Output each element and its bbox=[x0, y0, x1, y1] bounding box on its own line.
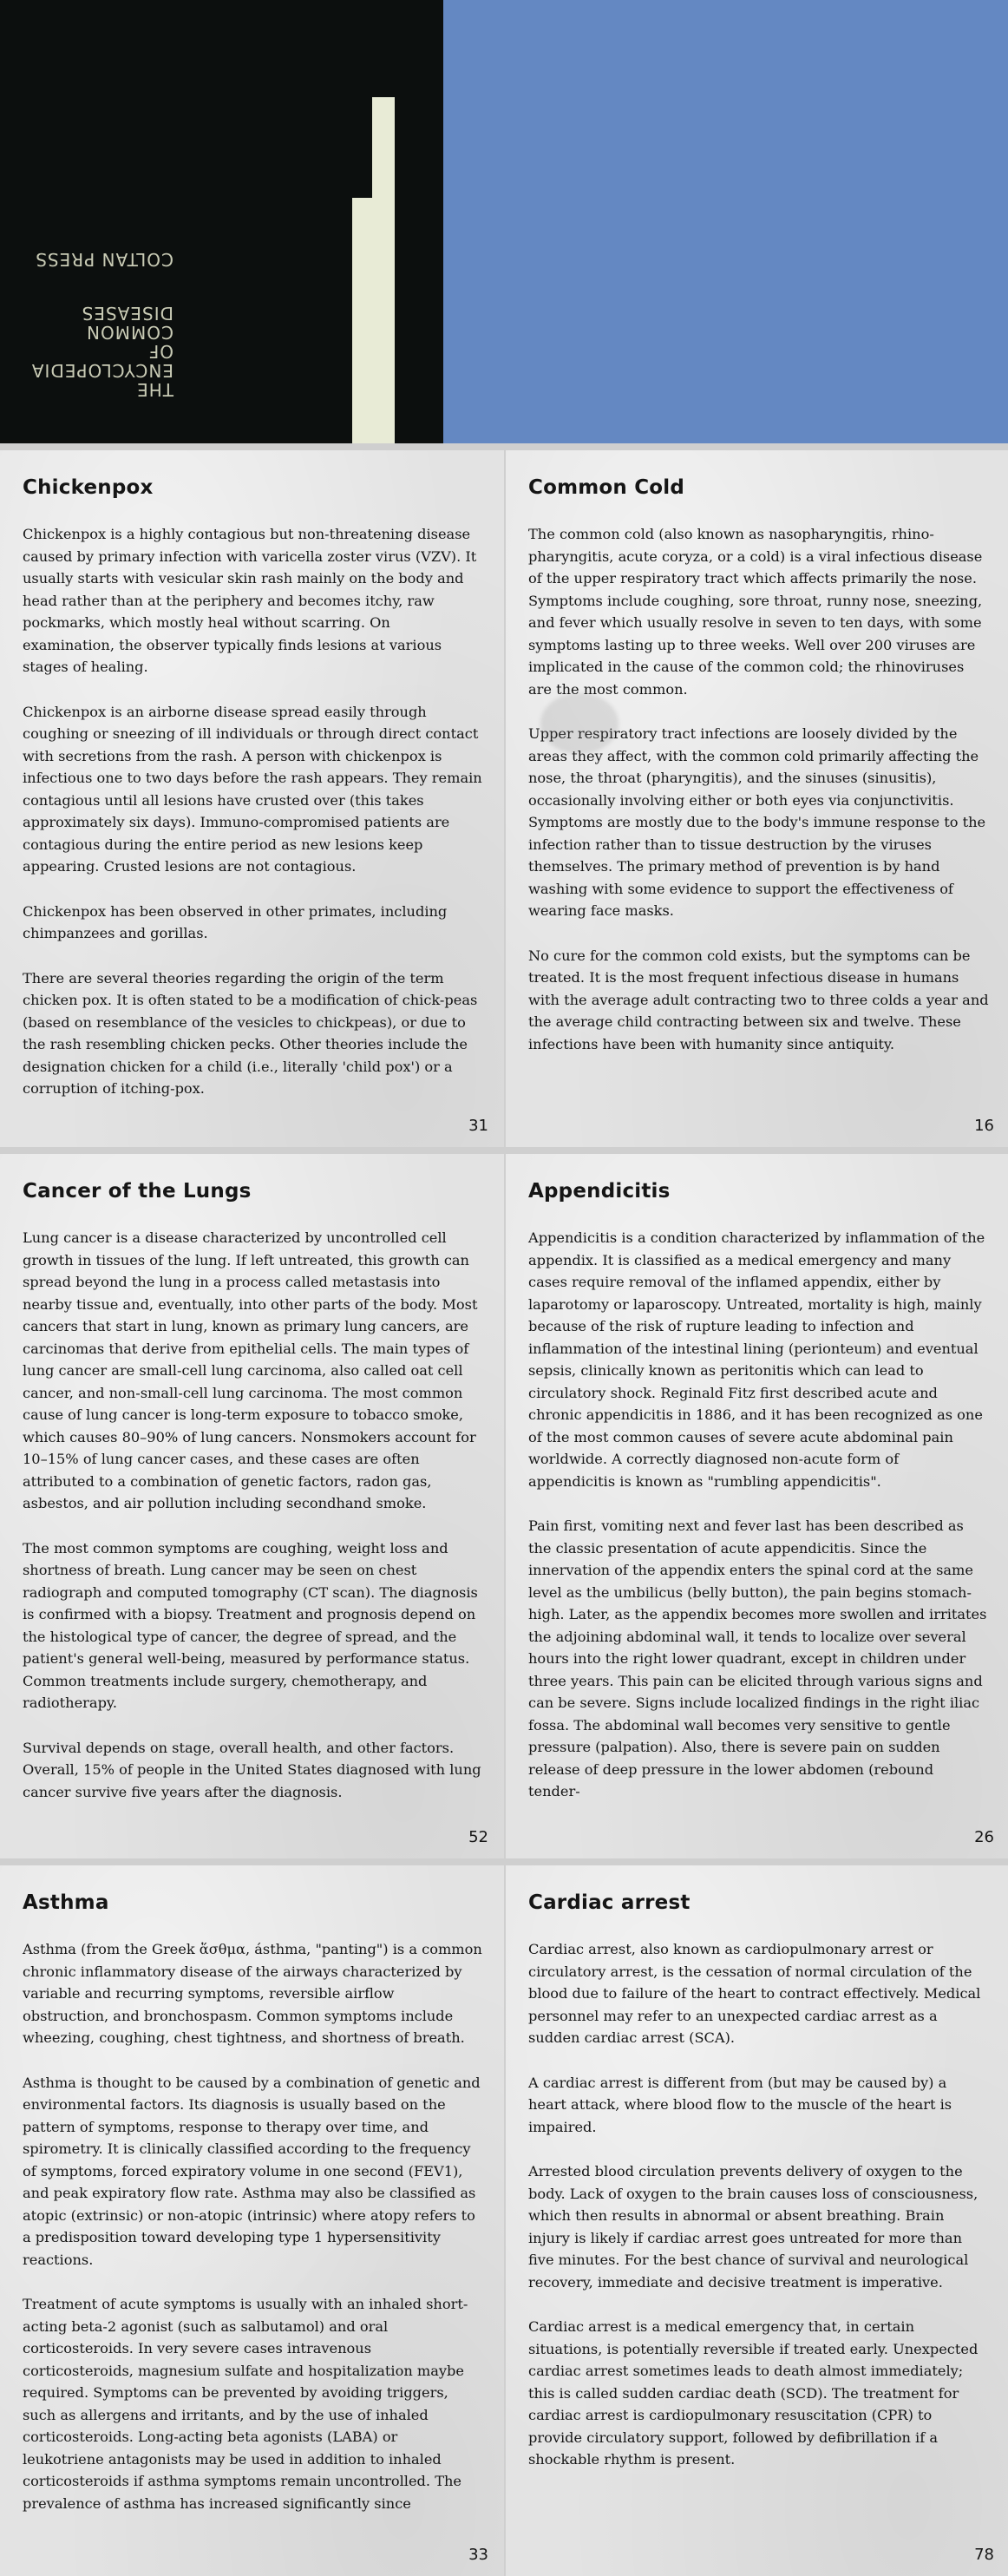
paragraph: Survival depends on stage, overall health, and other factors. Overall, 15% of people in the United States diagnosed with lung cancer survive five years after the diagnosis. bbox=[23, 1739, 481, 1800]
paragraph: The common cold (also known as nasopharyngitis, rhino-pharyngitis, acute coryza, or a cold) is a viral infectious disease of the upper respiratory tract which affects primarily the nose. Symptoms include coughing, sore throat, runny nose, sneezing, and fever which usually resolve in seven to ten days, with some symptoms lasting up to three weeks. Well over 200 viruses are implicated in the cause of the common cold; the rhinoviruses are the most common. bbox=[528, 526, 983, 698]
paragraph: There are several theories regarding the origin of the term chicken pox. It is often stated to be a modification of chick-peas (based on resemblance of the vesicles to chickpeas), or due to the rash resembling chicken pecks. Other theories include the designation chicken for a child (i.e., literally 'child pox') or a corruption of itching-pox. bbox=[23, 969, 478, 1097]
page-common-cold bbox=[506, 450, 1008, 1147]
page-number: 26 bbox=[974, 1828, 994, 1846]
cover-title-line: DISEASES bbox=[81, 303, 173, 324]
cover-blue-panel bbox=[443, 0, 1008, 443]
paragraph: Asthma (from the Greek ἅσθμα, ásthma, "panting") is a common chronic inflammatory disease of the airways characterized by variable and recurring symptoms, reversible airflow obstruction, and bronchospasm. Common symptoms include wheezing, coughing, chest tightness, and shortness of breath. bbox=[23, 1941, 482, 2046]
paper-stain bbox=[540, 693, 619, 754]
page-asthma bbox=[0, 1865, 504, 2576]
page-title: Chickenpox bbox=[23, 476, 154, 499]
paragraph: Lung cancer is a disease characterized by uncontrolled cell growth in tissues of the lung. If left untreated, this growth can spread beyond the lung in a process called metastasis into nearby tissue and, eventually, into other parts of the body. Most cancers that start in lung, known as primary lung cancers, are carcinomas that derive from epithelial cells. The main types of lung cancer are small-cell lung carcinoma, also called oat cell cancer, and non-small-cell lung carcinoma. The most common cause of lung cancer is long-term exposure to tobacco smoke, which causes 80–90% of lung cancers. Nonsmokers account for 10–15% of lung cancer cases, and these cases are often attributed to a combination of genetic factors, radon gas, asbestos, and air pollution including secondhand smoke. bbox=[23, 1229, 478, 1511]
page-lung-cancer bbox=[0, 1154, 504, 1858]
cover-publisher: COLTAN PRESS bbox=[35, 249, 173, 270]
cover-dark-panel bbox=[0, 0, 443, 443]
page-chickenpox bbox=[0, 450, 504, 1147]
paragraph: Appendicitis is a condition characterized by inflammation of the appendix. It is classified as a medical emergency and many cases require removal of the inflamed appendix, either by laparotomy or laparoscopy. Untreated, mortality is high, mainly because of the risk of rupture leading to infection and inflammation of the intestinal lining (perionteum) and eventual sepsis, clinically known as peritonitis which can lead to circulatory shock. Reginald Fitz first described acute and chronic appendicitis in 1886, and it has been recognized as one of the most common causes of severe acute abdominal pain worldwide. A correctly diagnosed non-acute form of appendicitis is known as "rumbling appendicitis". bbox=[528, 1229, 985, 1490]
paragraph: Chickenpox is an airborne disease spread easily through coughing or sneezing of ill individuals or through direct contact with secretions from the rash. A person with chickenpox is infectious one to two days before the rash appears. They remain contagious until all lesions have crusted over (this takes approximately six days). Immuno-compromised patients are contagious during the entire period as new lesions keep appearing. Crusted lesions are not contagious. bbox=[23, 703, 482, 875]
paragraph: Chickenpox has been observed in other primates, including chimpanzees and gorillas. bbox=[23, 902, 448, 941]
cover-title-line: THE bbox=[136, 379, 173, 400]
page-title: Asthma bbox=[23, 1891, 109, 1914]
paragraph: Treatment of acute symptoms is usually with an inhaled short-acting beta-2 agonist (such as salbutamol) and oral corticosteroids. In very severe cases intravenous corticosteroids, magnesium sulfate and hospitalization maybe required. Symptoms can be prevented by avoiding triggers, such as allergens and irritants, and by the use of inhaled corticosteroids. Long-acting beta agonists (LABA) or leukotriene antagonists may be used in addition to inhaled corticosteroids if asthma symptoms remain uncontrolled. The prevalence of asthma has increased significantly since bbox=[23, 2296, 468, 2512]
page-appendicitis bbox=[506, 1154, 1008, 1858]
page-number: 16 bbox=[974, 1117, 994, 1135]
page-number: 31 bbox=[468, 1117, 488, 1135]
paragraph: The most common symptoms are coughing, weight loss and shortness of breath. Lung cancer may be seen on chest radiograph and computed tomography (CT scan). The diagnosis is confirmed with a biopsy. Treatment and prognosis depend on the histological type of cancer, the degree of spread, and the patient's general well-being, measured by performance status. Common treatments include surgery, chemotherapy, and radiotherapy. bbox=[23, 1539, 478, 1711]
paragraph: Cardiac arrest is a medical emergency that, in certain situations, is potentially reversible if treated early. Unexpected cardiac arrest sometimes leads to death almost immediately; this is called sudden cardiac death (SCD). The treatment for cardiac arrest is cardiopulmonary resuscitation (CPR) to provide circulatory support, followed by defibrillation if a shockable rhythm is present. bbox=[528, 2318, 979, 2468]
cover-bar-short bbox=[352, 198, 372, 443]
paragraph: No cure for the common cold exists, but the symptoms can be treated. It is the most frequent infectious disease in humans with the average adult contracting two to three colds a year and the average child contracting between six and twelve. These infections have been with humanity since antiquity. bbox=[528, 947, 989, 1052]
gutter bbox=[0, 1147, 1008, 1154]
paragraph: Upper respiratory tract infections are loosely divided by the areas they affect, with the common cold primarily affecting the nose, the throat (pharyngitis), and the sinuses (sinusitis), occasionally involving either or both eyes via conjunctivitis. Symptoms are mostly due to the body's immune response to the infection rather than to tissue destruction by the viruses themselves. The primary method of prevention is by hand washing with some evidence to support the effectiveness of wearing face masks. bbox=[528, 725, 986, 919]
paragraph: Chickenpox is a highly contagious but non-threatening disease caused by primary infection with varicella zoster virus (VZV). It usually starts with vesicular skin rash mainly on the body and head rather than at the periphery and becomes itchy, raw pockmarks, which mostly heal without scarring. On examination, the observer typically finds lesions at various stages of healing. bbox=[23, 526, 477, 675]
page-number: 52 bbox=[468, 1828, 488, 1846]
page-title: Cardiac arrest bbox=[528, 1891, 691, 1914]
paragraph: Pain first, vomiting next and fever last has been described as the classic presentation of acute appendicitis. Since the innervation of the appendix enters the spinal cord at the same level as the umbilicus (belly button), the pain begins stomach-high. Later, as the appendix becomes more swollen and irritates the adjoining abdominal wall, it tends to localize over several hours into the right lower quadrant, except in children under three years. This pain can be elicited through various signs and can be severe. Signs include localized findings in the right iliac fossa. The abdominal wall becomes very sensitive to gentle pressure (palpation). Also, there is severe pain on sudden release of deep pressure in the lower abdomen (rebound tender- bbox=[528, 1517, 987, 1799]
page-number: 33 bbox=[468, 2546, 488, 2564]
cover-bar-tall bbox=[372, 97, 395, 443]
paragraph: Asthma is thought to be caused by a combination of genetic and environmental factors. Its diagnosis is usually based on the pattern of symptoms, response to therapy over time, and spirometry. It is clinically classified according to the frequency of symptoms, forced expiratory volume in one second (FEV1), and peak expiratory flow rate. Asthma may also be classified as atopic (extrinsic) or non-atopic (intrinsic) where atopy refers to a predisposition toward developing type 1 hypersensitivity reactions. bbox=[23, 2074, 481, 2268]
paragraph: A cardiac arrest is different from (but may be caused by) a heart attack, where blood flow to the muscle of the heart is impaired. bbox=[528, 2074, 952, 2135]
page-title: Cancer of the Lungs bbox=[23, 1180, 252, 1203]
page-title: Appendicitis bbox=[528, 1180, 671, 1203]
page-title: Common Cold bbox=[528, 476, 685, 499]
gutter bbox=[0, 1858, 1008, 1865]
cover-title-rotated bbox=[17, 243, 173, 399]
page-cardiac-arrest bbox=[506, 1865, 1008, 2576]
cover-title-line: ENCYCLOPEDIA bbox=[30, 360, 173, 381]
cover-title-line: OF bbox=[147, 341, 173, 362]
page-number: 78 bbox=[974, 2546, 994, 2564]
cover-title-line: COMMON bbox=[86, 322, 173, 343]
paragraph: Arrested blood circulation prevents delivery of oxygen to the body. Lack of oxygen to the brain causes loss of consciousness, which then results in abnormal or absent breathing. Brain injury is likely if cardiac arrest goes untreated for more than five minutes. For the best chance of survival and neurological recovery, immediate and decisive treatment is imperative. bbox=[528, 2163, 979, 2291]
paragraph: Cardiac arrest, also known as cardiopulmonary arrest or circulatory arrest, is the cessation of normal circulation of the blood due to failure of the heart to contract effectively. Medical personnel may refer to an unexpected cardiac arrest as a sudden cardiac arrest (SCA). bbox=[528, 1941, 981, 2046]
